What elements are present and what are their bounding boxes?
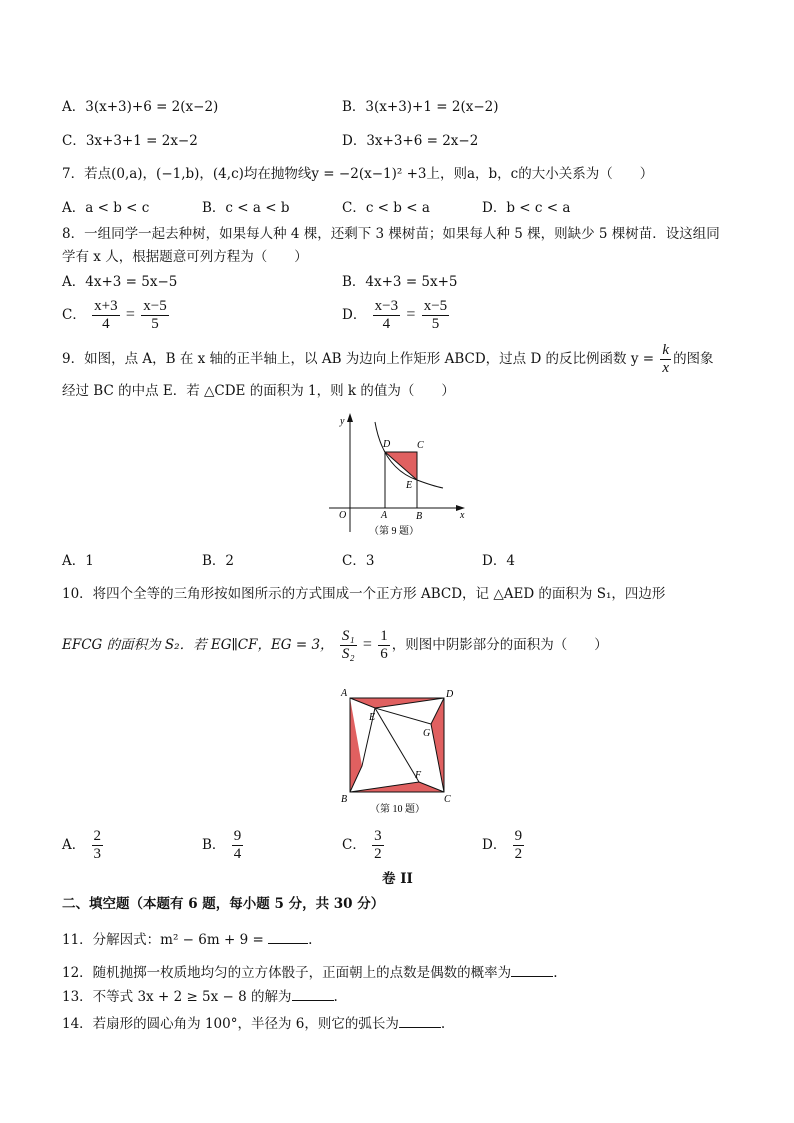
q9-stem-line1-text: 9．如图，点 A，B 在 x 轴的正半轴上，以 AB 为边向上作矩形 ABCD，过点 D 的反比例函数 y = [62, 351, 655, 367]
q6-option-a [62, 98, 218, 116]
q8-d-num-2: x−5 [423, 298, 448, 314]
q10-b-den: 4 [233, 846, 242, 862]
q6-option-c-text: C．3x+3+1 = 2x−2 [62, 133, 198, 149]
q9-label-e: E [406, 480, 413, 491]
q8-option-c [62, 296, 171, 334]
q14 [62, 1013, 445, 1033]
q10-s2: S₂ [341, 646, 355, 662]
q9-stem-line2: 经过 BC 的中点 E．若 △CDE 的面积为 1，则 k 的值为（ ） [62, 383, 455, 399]
q8-option-d [342, 296, 451, 334]
q9-option-a: A．1 [62, 553, 94, 569]
q10-shaded-bottom [350, 782, 444, 792]
q12 [62, 962, 557, 982]
q9-label-d: D [383, 439, 391, 450]
q10-label-e: E [369, 712, 376, 723]
q8-stem-line1: 8．一组同学一起去种树，如果每人种 4 棵，还剩下 3 棵树苗；如果每人种 5 棵，则缺少 5 棵树苗．设这组同 [62, 226, 720, 242]
q10-ratio-num: 1 [380, 628, 388, 644]
q8-c-den-2: 5 [151, 316, 159, 332]
q10-stem-line2 [62, 626, 608, 664]
q9-caption: （第 9 题） [369, 526, 419, 537]
q9-label-x: x [460, 510, 465, 521]
q12-answer-blank[interactable] [511, 962, 553, 977]
q13-text: 13．不等式 3x + 2 ≥ 5x − 8 的解为 [62, 989, 292, 1005]
q10-d-den: 2 [514, 846, 523, 862]
q10-figure [338, 684, 463, 817]
q10-option-a [62, 826, 105, 864]
q10-label-b: B [341, 794, 348, 805]
q10-label-g: G [423, 728, 431, 739]
q10-option-a-label: A． [62, 837, 86, 853]
q7-option-d: D．b < c < a [482, 200, 571, 216]
q8-option-d-label: D． [342, 307, 367, 323]
q10-b-num: 9 [233, 828, 242, 844]
q8-d-equals: = [406, 306, 416, 323]
q10-option-a-fraction [92, 828, 104, 863]
q10-label-f: F [415, 770, 422, 781]
q8-d-den-1: 4 [382, 316, 391, 332]
q6-option-a-text: A．3(x+3)+6 = 2(x−2) [62, 99, 219, 115]
q11-period: . [308, 932, 313, 948]
q10-a-den: 3 [93, 846, 102, 862]
q8-option-c-label: C． [62, 307, 86, 323]
q8-c-equals: = [125, 306, 135, 323]
part-two-heading: 卷 II [382, 871, 413, 887]
q7-option-a: A．a < b < c [62, 200, 150, 216]
q10-option-d-fraction [513, 828, 525, 863]
q9-stem-line1-end: 的图象 [673, 351, 714, 367]
q6-option-b [342, 98, 499, 116]
q10-a-num: 2 [93, 828, 102, 844]
q6-option-b-text: B．3(x+3)+1 = 2(x−2) [342, 99, 499, 115]
q8-c-den-1: 4 [102, 316, 110, 332]
q9-label-b: B [416, 511, 423, 522]
q11-text: 11．分解因式：m² − 6m + 9 = [62, 932, 264, 948]
q11-answer-blank[interactable] [268, 929, 308, 944]
q6-option-d-text: D．3x+3+6 = 2x−2 [342, 133, 479, 149]
q9-k-num: k [662, 342, 670, 358]
q8-option-a: A．4x+3 = 5x−5 [62, 274, 178, 290]
q10-label-d: D [446, 689, 454, 700]
q10-shaded-top [350, 698, 444, 708]
q10-option-b [202, 826, 245, 864]
q10-option-b-label: B． [202, 837, 226, 853]
q10-s1: S₁ [341, 628, 355, 644]
q11 [62, 929, 312, 949]
q9-figure [325, 408, 475, 540]
q6-option-c [62, 132, 198, 150]
q9-x-den: x [662, 360, 670, 376]
q9-label-o: O [339, 510, 347, 521]
q14-period: . [440, 1016, 446, 1032]
q9-y-axis-arrow [347, 413, 353, 422]
q13 [62, 986, 338, 1006]
q7-stem: 7．若点(0,a)，(−1,b)，(4,c)均在抛物线y = −2(x−1)² +3上，则a，b，c的大小关系为（ ） [62, 166, 654, 182]
q9-k-over-x [660, 342, 671, 377]
q10-option-b-fraction [232, 828, 244, 863]
q10-c-num: 3 [374, 828, 382, 844]
q10-stem-line1: 10．将四个全等的三角形按如图所示的方式围成一个正方形 ABCD，记 △AED 的面积为 S₁，四边形 [62, 586, 666, 602]
q10-d-num: 9 [514, 828, 523, 844]
q10-option-c-label: C． [342, 837, 366, 853]
q9-stem-line1 [62, 340, 714, 378]
q10-option-c [342, 826, 386, 864]
section-two-heading: 二、填空题（本题有 6 题，每小题 5 分，共 30 分） [62, 896, 385, 912]
q8-c-fraction-1 [92, 298, 119, 333]
q10-label-c: C [444, 794, 451, 805]
q10-s-ratio [340, 628, 357, 663]
q10-option-d-label: D． [482, 837, 507, 853]
q9-option-c: C．3 [342, 553, 375, 569]
q9-label-c: C [417, 440, 424, 451]
q8-d-fraction-2 [422, 298, 449, 333]
q10-ratio-den: 6 [380, 646, 388, 662]
q8-c-num-1: x+3 [94, 298, 118, 314]
q14-answer-blank[interactable] [399, 1013, 441, 1028]
q12-period: . [553, 965, 558, 981]
q12-text: 12．随机抛掷一枚质地均匀的立方体骰子，正面朝上的点数是偶数的概率为 [62, 965, 512, 981]
q13-answer-blank[interactable] [292, 986, 334, 1001]
q14-text: 14．若扇形的圆心角为 100°，半径为 6，则它的弧长为 [62, 1016, 399, 1032]
q9-label-y: y [340, 416, 345, 427]
q10-option-d [482, 826, 526, 864]
q10-stem-line2-end: ，则图中阴影部分的面积为（ ） [391, 637, 608, 653]
q8-option-b: B．4x+3 = 5x+5 [342, 274, 458, 290]
q8-d-fraction-1 [373, 298, 400, 333]
q10-stem-line2-start: EFCG 的面积为 S₂．若 EG∥CF，EG = 3， [62, 637, 334, 653]
q10-equals: = [362, 636, 372, 653]
q8-c-fraction-2 [141, 298, 168, 333]
q10-ratio-value [378, 628, 390, 663]
q8-stem-line2: 学有 x 人，根据题意可列方程为（ ） [62, 249, 308, 265]
q9-option-b: B．2 [202, 553, 235, 569]
q9-label-a: A [381, 510, 388, 521]
q10-c-den: 2 [374, 846, 382, 862]
q6-option-d [342, 132, 478, 150]
q8-d-num-1: x−3 [374, 298, 399, 314]
q13-period: . [333, 989, 338, 1005]
q10-caption: （第 10 题） [370, 804, 425, 815]
q7-option-c: C．c < b < a [342, 200, 430, 216]
q10-option-c-fraction [372, 828, 384, 863]
q8-d-den-2: 5 [431, 316, 440, 332]
q7-option-b: B．c < a < b [202, 200, 290, 216]
q9-option-d: D．4 [482, 553, 515, 569]
q10-label-a: A [341, 688, 348, 699]
q8-c-num-2: x−5 [143, 298, 167, 314]
